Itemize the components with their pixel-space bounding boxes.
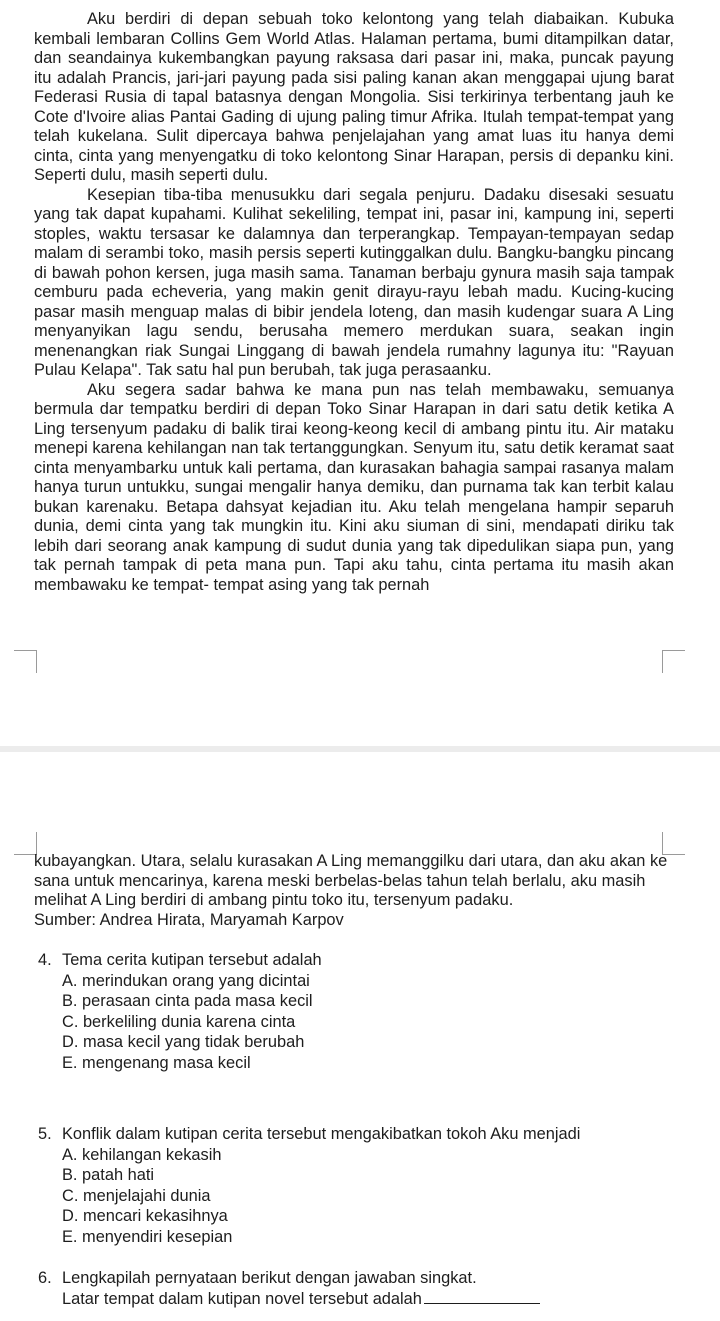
paragraph-2: Kesepian tiba-tiba menusukku dari segala penjuru. Dadaku disesaki sesuatu yang tak dapat kupahami. Kulihat sekeliling, tempat ini, pasar ini, kampung ini, seperti stoples, waktu tersasar ke dalamnya dan terperangkap. Tempayan-tempayan sedap malam di serambi toko, masih persis seperti kutinggalkan dulu. Bangku-bangku pincang di bawah pohon kersen, juga masih sama. Tanaman berbaju gynura masih saja tampak cemburu pada echeveria, yang makin genit dirayu-rayu lebah madu. Kucing-kucing pasar masih menguap malas di bibir jendela loteng, dan masih kudengar suara A Ling menyanyikan lagu sendu, berusaha memero merdukan suara, seakan ingin menenangkan riak Sungai Linggang di bawah jendela rumahny lagunya itu: "Rayuan Pulau Kelapa". Tak satu hal pun berubah, tak juga perasaanku. — [34, 185, 674, 379]
answer-options — [38, 971, 678, 1074]
question-5 — [38, 1124, 678, 1248]
question-4 — [38, 950, 678, 1074]
paragraph-1: Aku berdiri di depan sebuah toko kelontong yang telah diabaikan. Kubuka kembali lembaran Collins Gem World Atlas. Halaman pertama, bumi ditampilkan datar, dan seandainya kukembangkan payung raksasa dari pasar ini, maka, puncak payung itu adalah Prancis, jari-jari payung pada sisi paling kanan akan menggapai ujung barat Federasi Rusia di tapal batasnya dengan Mongolia. Sisi terkirinya terbentang jauh ke Cote d'Ivoire alias Pantai Gading di ujung paling timur Afrika. Itulah tempat-tempat yang telah kukelana. Sulit dipercaya bahwa penjelajahan yang amat luas itu hanya demi cinta, cinta yang menyengatku di toko kelontong Sinar Harapan, persis di depanku kini. Seperti dulu, masih seperti dulu. — [34, 10, 674, 184]
question-6 — [38, 1268, 678, 1309]
answer-options — [38, 1145, 678, 1248]
option-a[interactable]: A. kehilangan kekasih — [62, 1145, 222, 1164]
option-e[interactable]: E. mengenang masa kecil — [62, 1053, 251, 1072]
crop-mark-top-right — [662, 650, 685, 673]
source-citation: Sumber: Andrea Hirata, Maryamah Karpov — [34, 910, 344, 929]
question-stem: Konflik dalam kutipan cerita tersebut mengakibatkan tokoh Aku menjadi — [62, 1125, 581, 1143]
answer-blank[interactable] — [424, 1289, 540, 1304]
option-c[interactable]: C. berkeliling dunia karena cinta — [62, 1012, 296, 1031]
option-b[interactable]: B. perasaan cinta pada masa kecil — [62, 992, 313, 1011]
option-b[interactable]: B. patah hati — [62, 1166, 155, 1185]
story-excerpt-part-2 — [34, 852, 674, 930]
option-e[interactable]: E. menyendiri kesepian — [62, 1227, 233, 1246]
question-number: 4. — [38, 951, 52, 969]
question-number: 6. — [38, 1269, 52, 1287]
option-d[interactable]: D. masa kecil yang tidak berubah — [62, 1033, 305, 1052]
option-a[interactable]: A. merindukan orang yang dicintai — [62, 971, 310, 990]
question-number: 5. — [38, 1125, 52, 1143]
option-c[interactable]: C. menjelajahi dunia — [62, 1186, 211, 1205]
crop-mark-top-left — [14, 650, 37, 673]
question-stem: Lengkapilah pernyataan berikut dengan jawaban singkat. — [62, 1269, 477, 1287]
paragraph-continuation: kubayangkan. Utara, selalu kurasakan A Ling memanggilku dari utara, dan aku akan ke sana untuk mencarinya, karena meski berbelas-belas tahun telah berlalu, aku masih melihat A Ling berdiri di ambang pintu toko itu, tersenyum padaku. — [34, 852, 668, 909]
short-answer-row — [38, 1289, 678, 1310]
question-stem: Tema cerita kutipan tersebut adalah — [62, 951, 322, 969]
option-d[interactable]: D. mencari kekasihnya — [62, 1207, 228, 1226]
short-answer-prompt: Latar tempat dalam kutipan novel tersebut adalah — [62, 1289, 422, 1308]
paragraph-3: Aku segera sadar bahwa ke mana pun nas telah membawaku, semuanya bermula dar tempatku berdiri di depan Toko Sinar Harapan in dari satu detik ketika A Ling tersenyum padaku di balik tirai keong-keong kecil di ambang pintu itu. Air mataku menepi karena kehilangan nan tak tertanggungkan. Senyum itu, satu detik keramat saat cinta menyambarku untuk kali pertama, dan kurasakan bahagia sampai rasanya malam hanya turun untukku, sungai mengalir hanya demiku, dan purnama tak kan terbit kalau bukan karenaku. Betapa dahsyat kejadian itu. Aku telah mengelana hampir separuh dunia, demi cinta yang tak mungkin itu. Kini aku siuman di sini, mendapati diriku tak lebih dari seorang anak kampung di sudut dunia yang tak dipedulikan siapa pun, yang tak pernah tampak di peta mana pun. Tapi aku tahu, cinta pertama itu masih akan membawaku ke tempat- tempat asing yang tak pernah — [34, 380, 674, 594]
story-excerpt-part-1 — [34, 10, 674, 595]
